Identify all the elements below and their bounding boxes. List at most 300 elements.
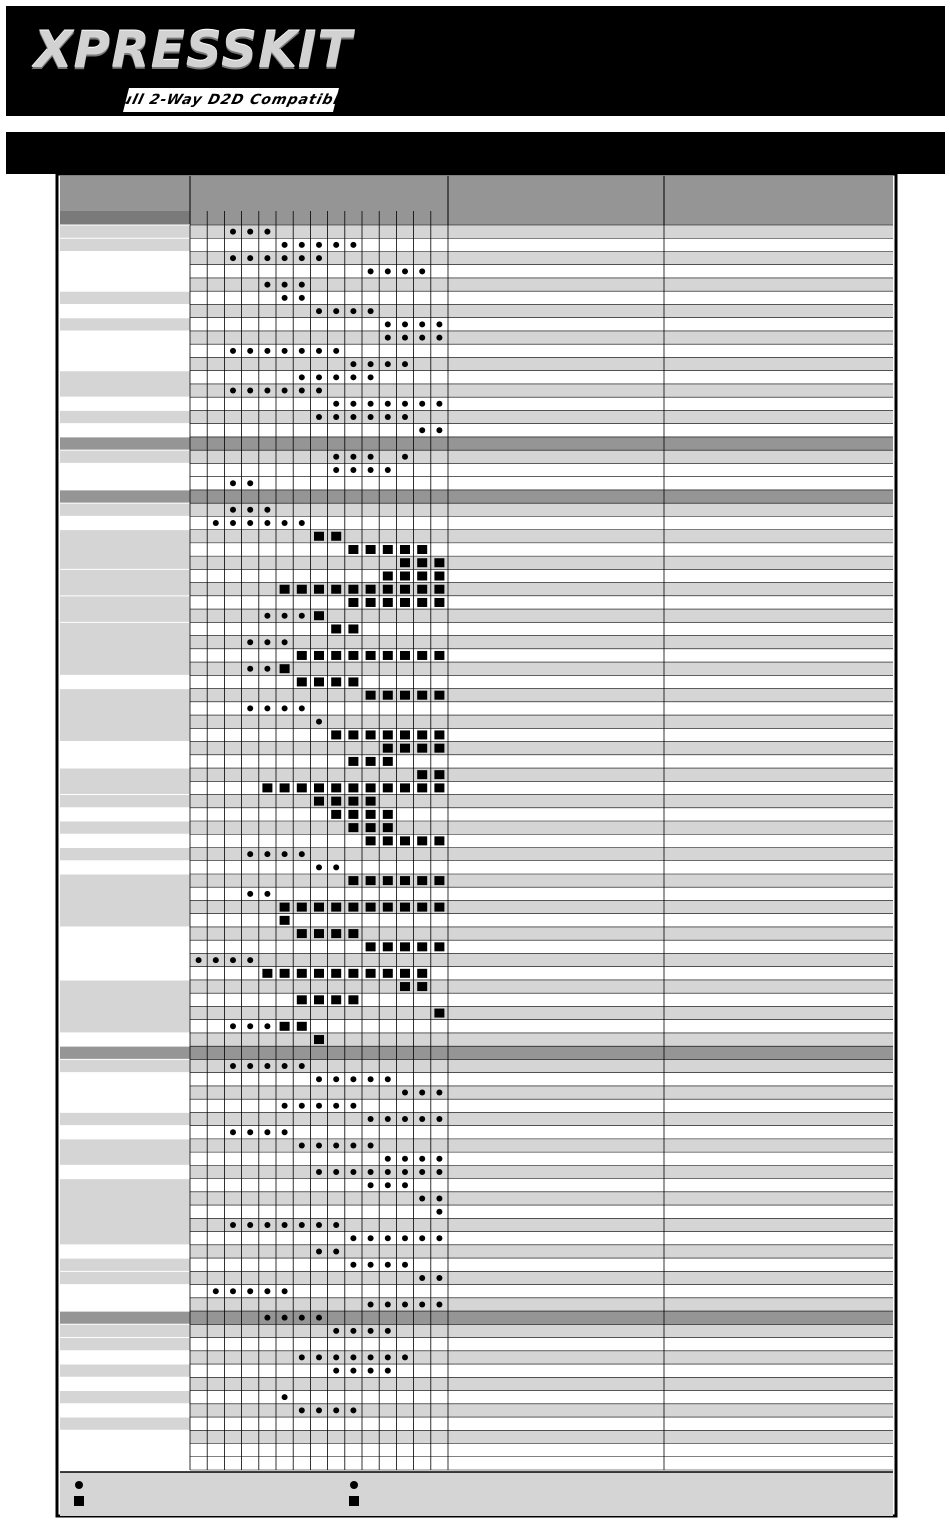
compatibility-dot <box>282 1063 288 1069</box>
compatibility-square <box>417 903 427 912</box>
compatibility-dot <box>230 1288 236 1294</box>
compatibility-square <box>383 836 393 845</box>
compatibility-square <box>348 545 358 554</box>
compatibility-dot <box>368 1368 374 1374</box>
compatibility-square <box>262 969 272 978</box>
compatibility-dot <box>230 520 236 526</box>
compatibility-square <box>331 730 341 739</box>
compatibility-square <box>366 545 376 554</box>
compatibility-square <box>280 903 290 912</box>
shaded-row <box>190 251 893 264</box>
compatibility-dot <box>264 1129 270 1135</box>
compatibility-dot <box>436 1209 442 1215</box>
compatibility-dot <box>247 229 253 235</box>
compatibility-square <box>434 571 444 580</box>
compatibility-dot <box>264 348 270 354</box>
legend-square-icon <box>349 1496 359 1506</box>
compatibility-dot <box>385 1354 391 1360</box>
compatibility-dot <box>264 520 270 526</box>
compatibility-dot <box>368 1076 374 1082</box>
compatibility-square <box>314 585 324 594</box>
compatibility-dot <box>264 1023 270 1029</box>
compatibility-dot <box>282 1315 288 1321</box>
model-cell-shade <box>60 225 190 238</box>
compatibility-square <box>400 585 410 594</box>
compatibility-square <box>331 677 341 686</box>
compatibility-dot <box>419 1169 425 1175</box>
compatibility-square <box>366 757 376 766</box>
shaded-row <box>190 384 893 397</box>
compatibility-dot <box>368 1262 374 1268</box>
model-cell-shade <box>60 596 190 622</box>
compatibility-square <box>331 532 341 541</box>
model-cell-shade <box>60 450 190 463</box>
compatibility-dot <box>350 454 356 460</box>
compatibility-square <box>314 611 324 620</box>
shaded-row <box>190 662 893 675</box>
compatibility-dot <box>264 705 270 711</box>
compatibility-square <box>417 969 427 978</box>
compatibility-dot <box>333 467 339 473</box>
model-cell-shade <box>60 622 190 675</box>
compatibility-dot <box>436 335 442 341</box>
model-cell-shade <box>60 238 190 251</box>
model-cell-shade <box>60 1338 190 1351</box>
compatibility-dot <box>368 1169 374 1175</box>
model-cell-shade <box>60 291 190 304</box>
compatibility-square <box>366 651 376 660</box>
compatibility-square <box>400 942 410 951</box>
model-cell-shade <box>60 371 190 397</box>
compatibility-square <box>314 995 324 1004</box>
compatibility-dot <box>247 255 253 261</box>
compatibility-dot <box>402 1116 408 1122</box>
compatibility-dot <box>436 1235 442 1241</box>
compatibility-dot <box>316 1315 322 1321</box>
shaded-row <box>190 1139 893 1152</box>
compatibility-square <box>383 585 393 594</box>
compatibility-dot <box>419 335 425 341</box>
compatibility-dot <box>316 864 322 870</box>
compatibility-square <box>366 585 376 594</box>
compatibility-square <box>434 691 444 700</box>
compatibility-dot <box>368 374 374 380</box>
compatibility-square <box>314 1035 324 1044</box>
compatibility-dot <box>299 388 305 394</box>
compatibility-dot <box>230 388 236 394</box>
compatibility-square <box>434 783 444 792</box>
compatibility-dot <box>350 361 356 367</box>
compatibility-dot <box>282 1129 288 1135</box>
compatibility-square <box>400 730 410 739</box>
shaded-row <box>190 583 893 596</box>
compatibility-dot <box>299 374 305 380</box>
compatibility-dot <box>419 1156 425 1162</box>
model-cell-shade <box>60 689 190 742</box>
compatibility-square <box>383 598 393 607</box>
shaded-row <box>190 1404 893 1417</box>
compatibility-dot <box>350 1368 356 1374</box>
shaded-row <box>190 1298 893 1311</box>
compatibility-dot <box>333 308 339 314</box>
compatibility-square <box>383 757 393 766</box>
compatibility-dot <box>299 1354 305 1360</box>
compatibility-dot <box>247 388 253 394</box>
compatibility-dot <box>316 242 322 248</box>
compatibility-dot <box>264 282 270 288</box>
compatibility-square <box>400 651 410 660</box>
model-cell-shade <box>60 1059 190 1072</box>
compatibility-square <box>383 876 393 885</box>
compatibility-square <box>366 810 376 819</box>
shaded-row <box>190 450 893 463</box>
compatibility-dot <box>368 1354 374 1360</box>
compatibility-dot <box>333 1076 339 1082</box>
compatibility-dot <box>368 414 374 420</box>
compatibility-square <box>331 651 341 660</box>
compatibility-square <box>383 571 393 580</box>
compatibility-square <box>434 598 444 607</box>
compatibility-dot <box>213 957 219 963</box>
compatibility-dot <box>419 401 425 407</box>
compatibility-dot <box>299 282 305 288</box>
model-cell-shade <box>60 1391 190 1404</box>
compatibility-square <box>348 624 358 633</box>
shaded-row <box>190 556 893 569</box>
compatibility-square <box>366 797 376 806</box>
compatibility-dot <box>264 851 270 857</box>
compatibility-dot <box>402 1301 408 1307</box>
compatibility-dot <box>333 414 339 420</box>
compatibility-dot <box>299 1222 305 1228</box>
compatibility-dot <box>264 613 270 619</box>
shaded-row <box>190 609 893 622</box>
compatibility-dot <box>350 1262 356 1268</box>
compatibility-square <box>383 730 393 739</box>
compatibility-dot <box>299 1407 305 1413</box>
compatibility-square <box>297 903 307 912</box>
compatibility-dot <box>264 1315 270 1321</box>
compatibility-dot <box>436 401 442 407</box>
compatibility-dot <box>230 957 236 963</box>
compatibility-square <box>383 651 393 660</box>
compatibility-square <box>348 876 358 885</box>
compatibility-square <box>400 744 410 753</box>
compatibility-square <box>400 876 410 885</box>
compatibility-square <box>314 532 324 541</box>
compatibility-dot <box>264 666 270 672</box>
compatibility-square <box>366 876 376 885</box>
shaded-row <box>190 530 893 543</box>
compatibility-square <box>434 903 444 912</box>
compatibility-dot <box>299 705 305 711</box>
compatibility-square <box>434 744 444 753</box>
compatibility-square <box>280 1022 290 1031</box>
compatibility-dot <box>402 1169 408 1175</box>
compatibility-dot <box>385 361 391 367</box>
compatibility-square <box>417 836 427 845</box>
compatibility-dot <box>316 1354 322 1360</box>
model-cell-shade <box>60 318 190 331</box>
compatibility-dot <box>436 1195 442 1201</box>
compatibility-square <box>417 571 427 580</box>
compatibility-dot <box>368 308 374 314</box>
compatibility-dot <box>247 1023 253 1029</box>
shaded-row <box>190 1271 893 1284</box>
compatibility-dot <box>436 1116 442 1122</box>
shaded-row <box>190 689 893 702</box>
compatibility-dot <box>264 639 270 645</box>
compatibility-dot <box>230 255 236 261</box>
compatibility-dot <box>333 1368 339 1374</box>
compatibility-dot <box>368 1328 374 1334</box>
model-cell-shade <box>60 410 190 423</box>
compatibility-square <box>348 598 358 607</box>
compatibility-dot <box>350 1103 356 1109</box>
compatibility-square <box>417 942 427 951</box>
compatibility-dot <box>350 308 356 314</box>
compatibility-square <box>417 558 427 567</box>
compatibility-dot <box>436 427 442 433</box>
shaded-row <box>190 357 893 370</box>
shaded-row <box>190 1218 893 1231</box>
shaded-row <box>190 1351 893 1364</box>
compatibility-dot <box>436 1301 442 1307</box>
compatibility-dot <box>333 864 339 870</box>
compatibility-dot <box>419 1301 425 1307</box>
compatibility-dot <box>247 520 253 526</box>
compatibility-square <box>280 664 290 673</box>
compatibility-dot <box>419 1235 425 1241</box>
model-cell-shade <box>60 1271 190 1284</box>
model-cell-shade <box>60 848 190 861</box>
model-cell-shade <box>60 1324 190 1337</box>
compatibility-dot <box>385 467 391 473</box>
shaded-row <box>190 1086 893 1099</box>
compatibility-dot <box>333 1248 339 1254</box>
compatibility-square <box>383 744 393 753</box>
compatibility-dot <box>247 957 253 963</box>
compatibility-square <box>331 929 341 938</box>
compatibility-square <box>331 624 341 633</box>
shaded-row <box>190 1006 893 1019</box>
compatibility-dot <box>385 1116 391 1122</box>
compatibility-dot <box>299 255 305 261</box>
compatibility-dot <box>247 348 253 354</box>
compatibility-square <box>331 585 341 594</box>
shaded-row <box>190 636 893 649</box>
compatibility-dot <box>299 520 305 526</box>
compatibility-dot <box>350 374 356 380</box>
compatibility-dot <box>247 1063 253 1069</box>
compatibility-dot <box>316 1248 322 1254</box>
shaded-row <box>190 1165 893 1178</box>
compatibility-square <box>314 903 324 912</box>
shaded-row <box>190 848 893 861</box>
compatibility-dot <box>247 891 253 897</box>
compatibility-square <box>314 969 324 978</box>
compatibility-dot <box>368 1301 374 1307</box>
compatibility-square <box>366 903 376 912</box>
compatibility-dot <box>385 1182 391 1188</box>
compatibility-dot <box>402 335 408 341</box>
compatibility-square <box>348 730 358 739</box>
compatibility-dot <box>299 295 305 301</box>
compatibility-dot <box>385 1076 391 1082</box>
shaded-row <box>190 768 893 781</box>
compatibility-dot <box>333 454 339 460</box>
compatibility-dot <box>402 414 408 420</box>
compatibility-dot <box>436 1156 442 1162</box>
compatibility-square <box>280 585 290 594</box>
legend-dot-icon <box>350 1481 358 1489</box>
compatibility-dot <box>230 348 236 354</box>
compatibility-square <box>331 797 341 806</box>
compatibility-square <box>314 797 324 806</box>
shaded-row <box>190 304 893 317</box>
compatibility-square <box>417 651 427 660</box>
compatibility-square <box>400 836 410 845</box>
compatibility-dot <box>333 1143 339 1149</box>
compatibility-square <box>417 585 427 594</box>
compatibility-dot <box>333 1103 339 1109</box>
compatibility-dot <box>299 613 305 619</box>
compatibility-dot <box>316 1076 322 1082</box>
compatibility-dot <box>282 639 288 645</box>
model-cell-shade <box>60 503 190 516</box>
compatibility-dot <box>230 507 236 513</box>
compatibility-dot <box>385 268 391 274</box>
compatibility-square <box>297 651 307 660</box>
compatibility-square <box>400 783 410 792</box>
model-cell-shade <box>60 569 190 595</box>
compatibility-square <box>262 783 272 792</box>
compatibility-dot <box>402 321 408 327</box>
compatibility-dot <box>247 851 253 857</box>
compatibility-dot <box>436 1169 442 1175</box>
compatibility-square <box>400 903 410 912</box>
compatibility-dot <box>333 1407 339 1413</box>
shaded-row <box>190 331 893 344</box>
compatibility-square <box>434 836 444 845</box>
compatibility-dot <box>419 1195 425 1201</box>
compatibility-dot <box>264 229 270 235</box>
compatibility-square <box>417 730 427 739</box>
compatibility-dot <box>350 1076 356 1082</box>
compatibility-square <box>348 797 358 806</box>
shaded-row <box>190 1033 893 1046</box>
compatibility-square <box>297 783 307 792</box>
compatibility-dot <box>230 229 236 235</box>
shaded-row <box>190 1112 893 1125</box>
compatibility-dot <box>316 1143 322 1149</box>
compatibility-dot <box>247 1222 253 1228</box>
compatibility-dot <box>230 1129 236 1135</box>
legend-dot-icon <box>75 1481 83 1489</box>
model-cell-shade <box>60 795 190 808</box>
compatibility-dot <box>316 1222 322 1228</box>
model-cell-shade <box>60 1179 190 1245</box>
section-divider <box>60 1311 893 1324</box>
compatibility-dot <box>264 507 270 513</box>
compatibility-dot <box>316 348 322 354</box>
compatibility-dot <box>282 1103 288 1109</box>
compatibility-square <box>297 969 307 978</box>
compatibility-dot <box>282 348 288 354</box>
compatibility-dot <box>350 401 356 407</box>
compatibility-square <box>314 651 324 660</box>
compatibility-square <box>434 942 444 951</box>
shaded-row <box>190 980 893 993</box>
compatibility-square <box>348 969 358 978</box>
compatibility-dot <box>213 520 219 526</box>
compatibility-dot <box>333 1222 339 1228</box>
compatibility-square <box>297 677 307 686</box>
compatibility-dot <box>350 467 356 473</box>
compatibility-square <box>417 598 427 607</box>
shaded-row <box>190 742 893 755</box>
compatibility-square <box>348 783 358 792</box>
model-cell-shade <box>60 530 190 570</box>
compatibility-dot <box>299 851 305 857</box>
compatibility-dot <box>350 414 356 420</box>
compatibility-dot <box>402 454 408 460</box>
compatibility-dot <box>299 348 305 354</box>
shaded-row <box>190 1430 893 1443</box>
compatibility-square <box>400 598 410 607</box>
compatibility-dot <box>350 1407 356 1413</box>
compatibility-dot <box>419 321 425 327</box>
compatibility-dot <box>368 1182 374 1188</box>
compatibility-square <box>434 770 444 779</box>
compatibility-dot <box>350 1143 356 1149</box>
compatibility-square <box>366 730 376 739</box>
compatibility-dot <box>316 414 322 420</box>
compatibility-dot <box>385 414 391 420</box>
compatibility-square <box>297 995 307 1004</box>
compatibility-dot <box>264 388 270 394</box>
compatibility-dot <box>419 1090 425 1096</box>
compatibility-dot <box>385 1328 391 1334</box>
compatibility-square <box>417 783 427 792</box>
compatibility-square <box>383 969 393 978</box>
compatibility-dot <box>402 268 408 274</box>
compatibility-square <box>400 982 410 991</box>
compatibility-dot <box>264 1063 270 1069</box>
compatibility-dot <box>230 1063 236 1069</box>
compatibility-square <box>417 982 427 991</box>
compatibility-dot <box>402 1090 408 1096</box>
compatibility-dot <box>368 268 374 274</box>
compatibility-dot <box>316 255 322 261</box>
compatibility-square <box>383 942 393 951</box>
compatibility-dot <box>385 1235 391 1241</box>
compatibility-dot <box>282 1288 288 1294</box>
shaded-row <box>190 900 893 913</box>
compatibility-square <box>434 558 444 567</box>
compatibility-square <box>434 1009 444 1018</box>
compatibility-square <box>400 691 410 700</box>
compatibility-square <box>348 995 358 1004</box>
legend-square-icon <box>74 1496 84 1506</box>
compatibility-dot <box>385 401 391 407</box>
compatibility-dot <box>368 361 374 367</box>
compatibility-dot <box>368 1143 374 1149</box>
compatibility-square <box>383 783 393 792</box>
compatibility-dot <box>282 295 288 301</box>
compatibility-dot <box>264 891 270 897</box>
shaded-row <box>190 278 893 291</box>
